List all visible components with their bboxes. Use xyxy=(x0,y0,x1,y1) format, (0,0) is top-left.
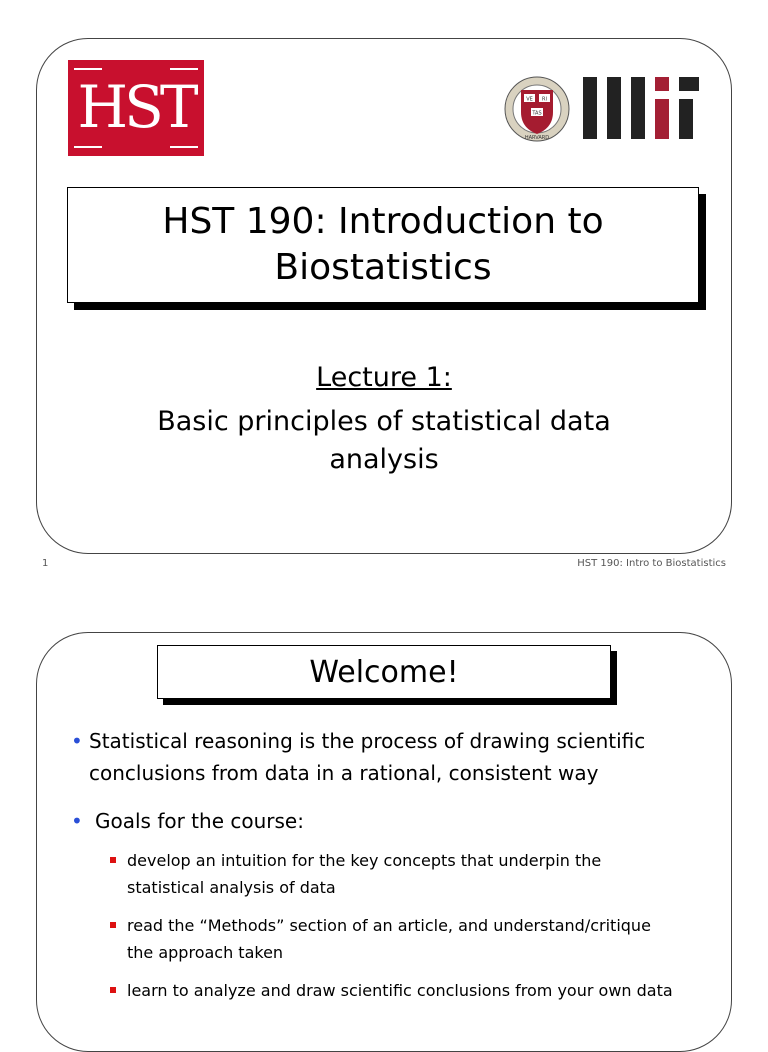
bullet-item xyxy=(71,805,671,837)
bullet-dot-icon: • xyxy=(71,809,83,833)
square-bullet-icon xyxy=(110,987,116,993)
hst-logo xyxy=(68,60,204,156)
slide-2 xyxy=(36,632,732,1052)
slide-1 xyxy=(36,38,732,554)
goal-item xyxy=(110,912,670,966)
goal-item xyxy=(110,977,710,1004)
lecture-label: Lecture 1: xyxy=(316,362,452,393)
harvard-veritas-ve: VE xyxy=(526,96,533,103)
goal-text: learn to analyze and draw scientific conclusions from your own data xyxy=(127,981,673,1000)
hst-logo-text: HST xyxy=(77,73,195,141)
square-bullet-icon xyxy=(110,857,116,863)
goal-item xyxy=(110,847,670,901)
slide-title: HST 190: Introduction to Biostatistics xyxy=(162,201,604,288)
goal-text: read the “Methods” section of an article, and understand/critique the approach taken xyxy=(127,916,651,962)
lecture-subtitle: Basic principles of statistical data analysis xyxy=(157,406,611,475)
harvard-seal-icon xyxy=(504,76,570,142)
goal-text: develop an intuition for the key concepts that underpin the statistical analysis of data xyxy=(127,851,602,897)
footer-course: HST 190: Intro to Biostatistics xyxy=(577,558,726,569)
page-number: 1 xyxy=(42,558,49,569)
bullet-text: Goals for the course: xyxy=(95,809,304,833)
harvard-veritas-tas: TAS xyxy=(532,110,542,117)
welcome-title: Welcome! xyxy=(309,654,459,690)
welcome-box xyxy=(157,645,611,699)
harvard-seal-text: HARVARD xyxy=(524,135,550,141)
mit-logo-icon xyxy=(583,77,699,139)
bullet-text: Statistical reasoning is the process of drawing scientific conclusions from data in a rational, consistent way xyxy=(89,729,646,785)
title-box xyxy=(67,187,699,303)
bullet-item xyxy=(71,725,671,789)
bullet-dot-icon: • xyxy=(71,729,83,753)
harvard-veritas-ri: RI xyxy=(542,96,547,103)
square-bullet-icon xyxy=(110,922,116,928)
